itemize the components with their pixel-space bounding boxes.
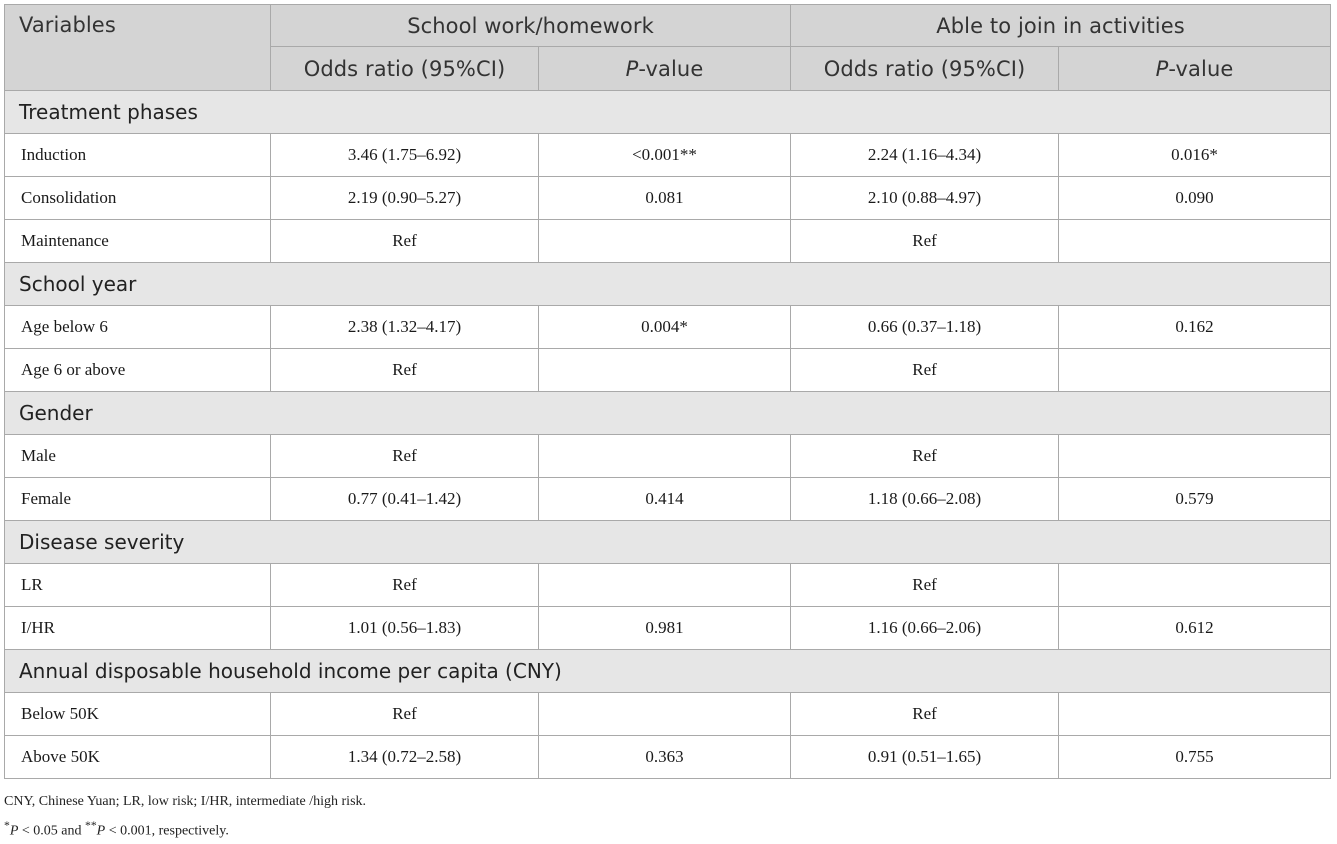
table-row (5, 478, 1331, 521)
row-label: LR (5, 564, 271, 607)
table-row (5, 306, 1331, 349)
p-value-school-work (539, 564, 791, 607)
p-value-activities (1059, 220, 1331, 263)
table-header (5, 5, 1331, 91)
section-title: Treatment phases (5, 91, 1331, 134)
row-label: Consolidation (5, 177, 271, 220)
odds-ratio-activities: 0.66 (0.37–1.18) (791, 306, 1059, 349)
results-table-page (4, 4, 1330, 844)
odds-ratio-school-work: 1.34 (0.72–2.58) (271, 736, 539, 779)
table-row (5, 736, 1331, 779)
section-row (5, 91, 1331, 134)
p-value-activities: 0.016* (1059, 134, 1331, 177)
header-odds-ratio-2: Odds ratio (95%CI) (791, 47, 1059, 91)
footnote-significance: *P < 0.05 and **P < 0.001, respectively. (4, 819, 229, 839)
odds-ratio-school-work: Ref (271, 564, 539, 607)
header-join-activities: Able to join in activities (791, 5, 1331, 47)
p-value-school-work: 0.981 (539, 607, 791, 650)
odds-ratio-activities: Ref (791, 435, 1059, 478)
odds-ratio-school-work: Ref (271, 435, 539, 478)
section-row (5, 392, 1331, 435)
table-row (5, 177, 1331, 220)
odds-ratio-activities: 1.16 (0.66–2.06) (791, 607, 1059, 650)
p-value-activities: 0.162 (1059, 306, 1331, 349)
section-row (5, 263, 1331, 306)
p-value-school-work (539, 435, 791, 478)
odds-ratio-school-work: Ref (271, 693, 539, 736)
odds-ratio-school-work: 0.77 (0.41–1.42) (271, 478, 539, 521)
table-row (5, 349, 1331, 392)
row-label: Female (5, 478, 271, 521)
odds-ratio-school-work: Ref (271, 349, 539, 392)
odds-ratio-school-work: 2.19 (0.90–5.27) (271, 177, 539, 220)
odds-ratio-activities: 2.24 (1.16–4.34) (791, 134, 1059, 177)
row-label: Below 50K (5, 693, 271, 736)
p-value-school-work: 0.081 (539, 177, 791, 220)
header-variables: Variables (5, 5, 271, 91)
section-title: Annual disposable household income per capita (CNY) (5, 650, 1331, 693)
section-row (5, 521, 1331, 564)
row-label: Maintenance (5, 220, 271, 263)
table-row (5, 220, 1331, 263)
odds-ratio-school-work: 1.01 (0.56–1.83) (271, 607, 539, 650)
row-label: Age 6 or above (5, 349, 271, 392)
table-row (5, 607, 1331, 650)
p-value-activities: 0.612 (1059, 607, 1331, 650)
odds-ratio-activities: 2.10 (0.88–4.97) (791, 177, 1059, 220)
p-value-school-work: 0.004* (539, 306, 791, 349)
row-label: I/HR (5, 607, 271, 650)
header-odds-ratio-1: Odds ratio (95%CI) (271, 47, 539, 91)
row-label: Male (5, 435, 271, 478)
header-school-work: School work/homework (271, 5, 791, 47)
odds-ratio-activities: Ref (791, 220, 1059, 263)
footnote-abbreviations: CNY, Chinese Yuan; LR, low risk; I/HR, intermediate /high risk. (4, 794, 367, 809)
odds-ratio-activities: Ref (791, 693, 1059, 736)
p-value-activities (1059, 435, 1331, 478)
p-value-activities (1059, 693, 1331, 736)
table-row (5, 693, 1331, 736)
table-row (5, 564, 1331, 607)
p-value-school-work: 0.414 (539, 478, 791, 521)
header-p-value-2: P-value (1059, 47, 1331, 91)
odds-ratio-school-work: 2.38 (1.32–4.17) (271, 306, 539, 349)
p-value-school-work (539, 349, 791, 392)
header-p-value-1: P-value (539, 47, 791, 91)
table-body (5, 91, 1331, 779)
odds-ratio-school-work: Ref (271, 220, 539, 263)
section-title: School year (5, 263, 1331, 306)
p-value-school-work (539, 693, 791, 736)
odds-ratio-activities: 0.91 (0.51–1.65) (791, 736, 1059, 779)
odds-ratio-table (4, 4, 1331, 779)
p-value-activities: 0.090 (1059, 177, 1331, 220)
p-value-school-work: <0.001** (539, 134, 791, 177)
table-row (5, 435, 1331, 478)
section-title: Disease severity (5, 521, 1331, 564)
section-title: Gender (5, 392, 1331, 435)
p-value-school-work: 0.363 (539, 736, 791, 779)
p-value-school-work (539, 220, 791, 263)
row-label: Induction (5, 134, 271, 177)
odds-ratio-school-work: 3.46 (1.75–6.92) (271, 134, 539, 177)
p-value-activities (1059, 349, 1331, 392)
row-label: Age below 6 (5, 306, 271, 349)
odds-ratio-activities: 1.18 (0.66–2.08) (791, 478, 1059, 521)
odds-ratio-activities: Ref (791, 564, 1059, 607)
odds-ratio-activities: Ref (791, 349, 1059, 392)
p-value-activities: 0.579 (1059, 478, 1331, 521)
row-label: Above 50K (5, 736, 271, 779)
table-row (5, 134, 1331, 177)
p-value-activities: 0.755 (1059, 736, 1331, 779)
p-value-activities (1059, 564, 1331, 607)
section-row (5, 650, 1331, 693)
